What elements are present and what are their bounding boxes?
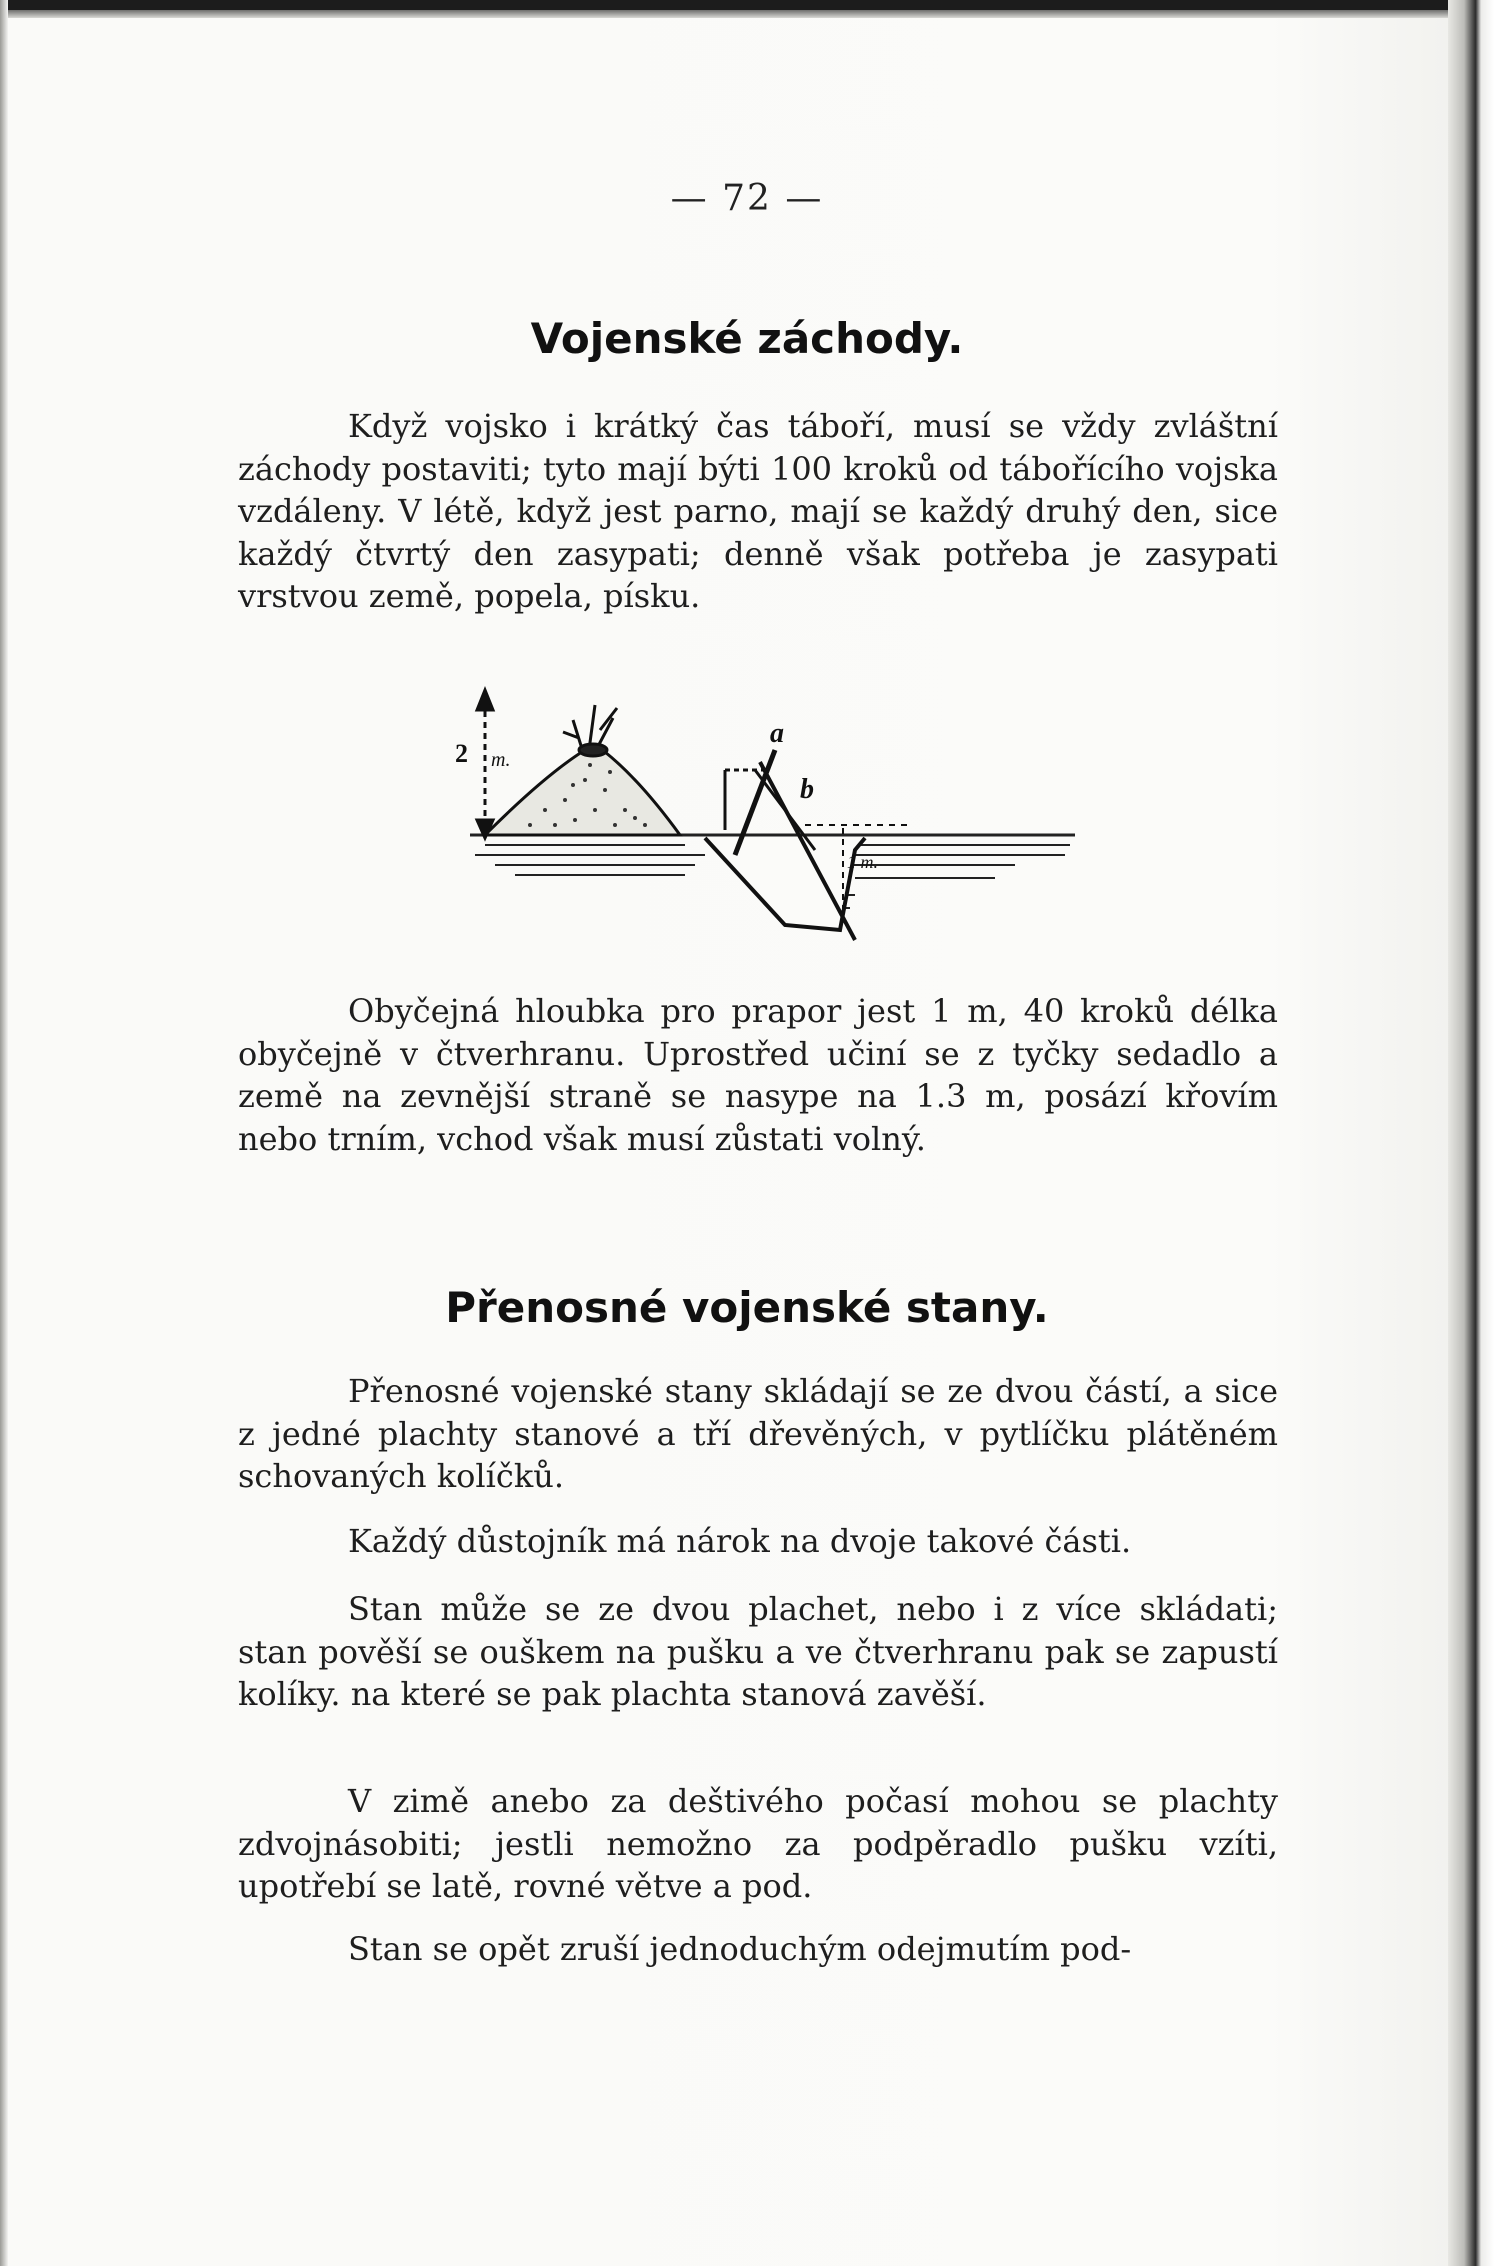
paragraph-text: V zimě anebo za deštivého počasí mohou se plachty zdvojnásobiti; jestli nemožno za podpěradlo pušku vzíti, upotřebí se latě, rovné větve a pod. (238, 1782, 1278, 1905)
paragraph-tents-2 (238, 1520, 1278, 1563)
paragraph-text: Obyčejná hloubka pro prapor jest 1 m, 40 kroků délka obyčejně v čtverhranu. Uprostřed učiní se z tyčky sedadlo a země na zevnější straně se nasype na 1.3 m, posází křovím nebo trním, vchod však musí zůstati volný. (238, 992, 1278, 1158)
paragraph-latrines-dimensions (238, 990, 1278, 1160)
depth-label: 1 m. (847, 852, 878, 872)
paragraph-tents-3 (238, 1588, 1278, 1716)
height-label: 2 (455, 739, 468, 768)
paragraph-tents-5 (238, 1928, 1278, 1971)
paragraph-text: Když vojsko i krátký čas táboří, musí se vždy zvláštní záchody postaviti; tyto mají býti 100 kroků od tábořícího vojska vzdáleny. V létě, když jest parno, mají se každý druhý den, sice každý čtvrtý den zasypati; denně však potřeba je zasypati vrstvou země, popela, písku. (238, 407, 1278, 615)
paragraph-text: Přenosné vojenské stany skládají se ze dvou částí, a sice z jedné plachty stanové a tří dřevěných, v pytlíčku plátěném schovaných kolíčků. (238, 1372, 1278, 1495)
bush-on-mound (563, 705, 617, 756)
paragraph-text: Každý důstojník má nárok na dvoje takové části. (348, 1522, 1132, 1560)
page-number: — 72 — (670, 178, 824, 219)
scan-top-shadow (0, 10, 1494, 18)
paragraph-latrines-intro (238, 405, 1278, 618)
label-b: b (800, 774, 814, 805)
latrine-cross-section-figure (455, 680, 1075, 960)
paragraph-tents-1 (238, 1370, 1278, 1498)
paragraph-text: Stan může se ze dvou plachet, nebo i z více skládati; stan pověší se ouškem na pušku a ve čtverhranu pak se zapustí kolíky. na které se pak plachta stanová zavěší. (238, 1590, 1278, 1713)
scan-top-edge (0, 0, 1494, 10)
paragraph-tents-4 (238, 1780, 1278, 1908)
section-title-latrines: Vojenské záchody. (530, 314, 964, 363)
section-title-tents: Přenosné vojenské stany. (445, 1283, 1049, 1332)
height-unit-label: m. (491, 749, 511, 771)
paragraph-text: Stan se opět zruší jednoduchým odejmutím pod- (348, 1930, 1132, 1968)
label-a: a (770, 718, 784, 749)
earth-mound (485, 748, 680, 835)
